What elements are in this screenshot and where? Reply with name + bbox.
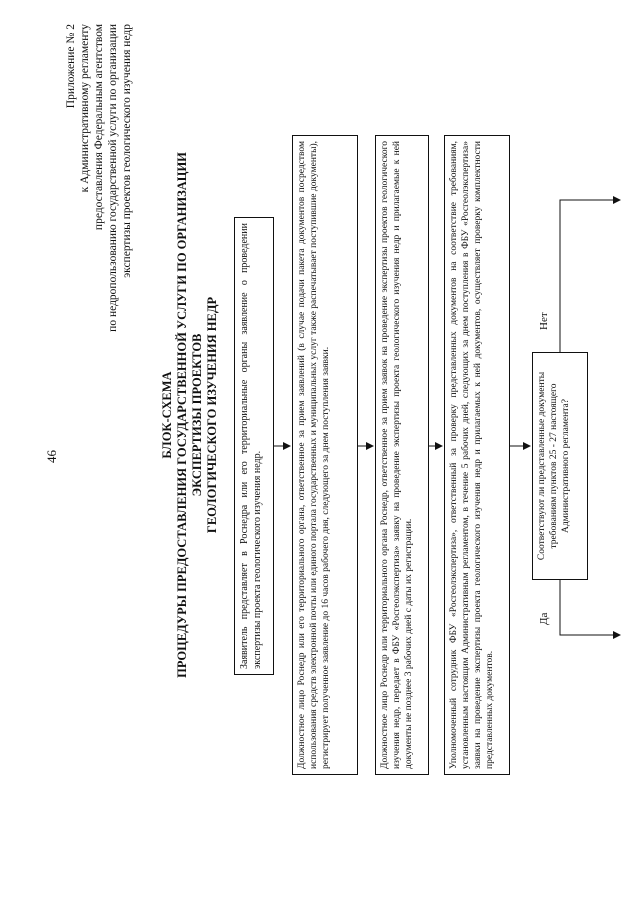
step-register-application: Должностное лицо Роснедр или его территориального органа, ответственное за прием заявлений (в случае подачи пакета документов посредством использования средств электронной почты или единого портала государственных и муниципальных услуг также распечатывает поступившие документы), регистрирует полученное заявление до 16 часов рабочего дня, следующего за днем поступления заявки. (292, 135, 358, 775)
title-line: БЛОК-СХЕМА (160, 371, 174, 459)
decision-documents-compliance: Соответствуют ли представленные документы требованиям пунктов 25 - 27 настоящего Административного регламента? (532, 352, 588, 580)
step-transfer-to-expertise: Должностное лицо Роснедр или территориального органа Роснедр, ответственное за прием заявок на проведение экспертизы проектов геологического изучения недр, передает в ФБУ «Росгеолэкспертиза» заявку на проведение экспертизы проекта геологического изучения недр и прилагаемые к ней документы не позднее 3 рабочих дней с даты их регистрации. (375, 135, 429, 775)
arrow-no-branch (560, 200, 620, 352)
appendix-line: предоставления Федеральным агентством (93, 24, 105, 231)
title-line: ГЕОЛОГИЧЕСКОГО ИЗУЧЕНИЯ НЕДР (205, 296, 219, 534)
appendix-line: Приложение № 2 (65, 24, 77, 109)
step-submit-application: Заявитель представляет в Роснедра или его территориальные органы заявление о проведении экспертизы проекта геологического изучения недр. (234, 217, 274, 675)
page-number: 46 (44, 450, 59, 463)
step-check-completeness: Уполномоченный сотрудник ФБУ «Росгеолэкспертиза», ответственный за проверку представленных документов на соответствие требованиям, установленным настоящим Административным регламентом, в течение 5 рабочих дней, следующих за днем поступления в ФБУ «Росгеолэкспертиза» заявки на проведение экспертизы проекта геологического изучения недр и прилагаемых к ней документов, осуществляет проверку комплектности представленных документов. (444, 135, 510, 775)
appendix-line: по недропользованию государственной услуги по организации (107, 24, 119, 332)
title-line: ПРОЦЕДУРЫ ПРЕДОСТАВЛЕНИЯ ГОСУДАРСТВЕННОЙ УСЛУГИ ПО ОРГАНИЗАЦИИ ЭКСПЕРТИЗЫ ПРОЕКТОВ (175, 152, 204, 678)
appendix-line: к Административному регламенту (79, 24, 91, 193)
appendix-line: экспертизы проектов геологического изучения недр (121, 24, 133, 278)
arrow-yes-branch (560, 580, 620, 635)
no-label: Нет (538, 312, 550, 330)
yes-label: Да (538, 612, 550, 625)
